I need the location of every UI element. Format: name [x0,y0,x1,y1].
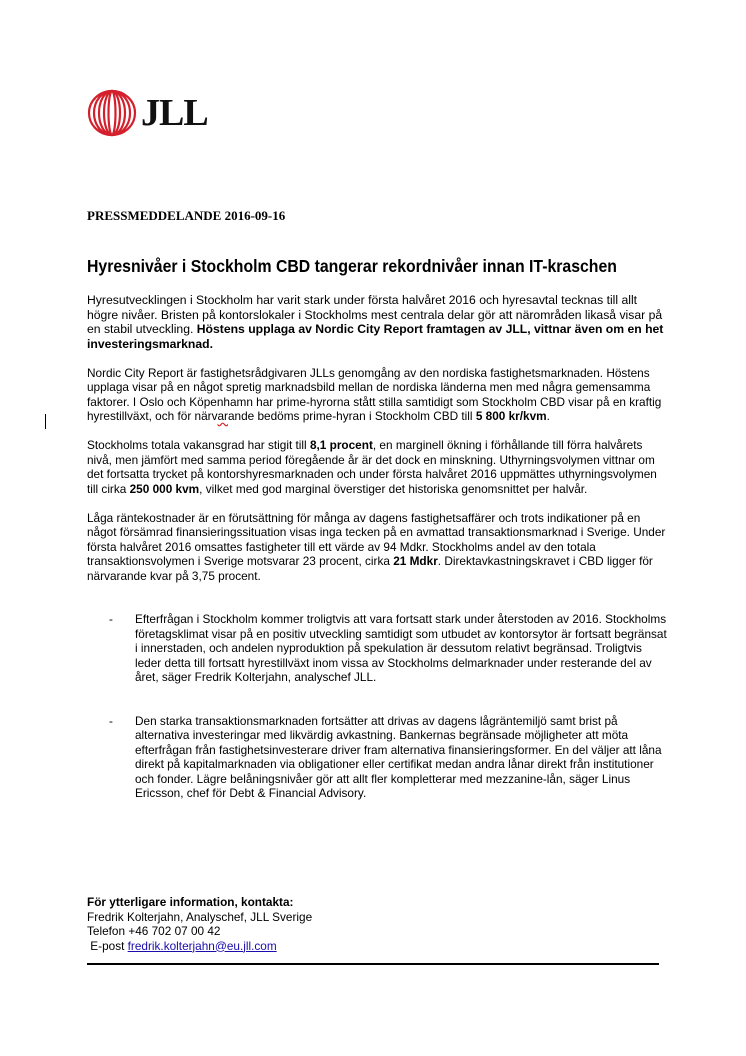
logo-text: JLL [141,92,208,134]
headline: Hyresnivåer i Stockholm CBD tangerar rekordnivåer innan IT-kraschen [87,256,617,276]
paragraph-2: Stockholms totala vakansgrad har stigit till 8,1 procent, en marginell ökning i förhållande till förra halvårets nivå, men jämfört med samma period föregående år är det dock en minskning. Uthyrningsvolymen vittnar om det fortsatta trycket på kontorshyresmarknaden och under första halvåret 2016 uppmättes uthyrningsvolymen till cirka 250 000 kvm, vilket med god marginal överstiger det historiska genomsnittet per halvår. [87,438,657,496]
footer-divider [87,963,659,965]
email-link[interactable]: fredrik.kolterjahn@eu.jll.com [127,938,277,953]
article-body [87,293,669,830]
contact-name: Fredrik Kolterjahn, Analyschef, JLL Sverige [87,909,313,924]
spelling-error: ar [217,409,228,423]
lead-paragraph: Hyresutvecklingen i Stockholm har varit stark under första halvåret 2016 och hyresavtal tecknas till allt högre nivåer. Bristen på kontorslokaler i Stockholms mest centrala delar gör att närområden likaså visar på en stabil utveckling. Höstens upplaga av Nordic City Report framtagen av JLL, vittnar även om en het investeringsmarknad. [87,293,664,351]
jll-logo [87,89,208,137]
text-cursor [45,414,46,429]
quote-list [87,612,669,801]
jll-logo-mark-icon [87,89,137,137]
contact-phone: Telefon +46 702 07 00 42 [87,924,221,938]
press-release-label: PRESSMEDDELANDE 2016-09-16 [87,208,286,223]
list-item: - Efterfrågan i Stockholm kommer troligtvis att vara fortsatt stark under återstoden av 2016. Stockholms företagsklimat visar på en positiv utveckling samtidigt som utbudet av kontorsytor är fortsatt begränsat i innerstaden, och andelen nyproduktion på spekulation är dessutom relativt begränsad. Troligtvis leder detta till fortsatt hyrestillväxt inom vissa av Stockholms delmarknader under resterande del av året, säger Fredrik Kolterjahn, analyschef JLL. [109,612,667,684]
list-item: - Den starka transaktionsmarknaden fortsätter att drivas av dagens lågräntemiljö samt brist på alternativa investeringar med likvärdig avkastning. Bankernas begränsade möjligheter att möta efterfrågan från fastighetsinvesterare driver fram alternativa finansieringsformer. En del väljer att låna direkt på kapitalmarknaden via obligationer eller certifikat medan andra lånar direkt från institutioner och fonder. Lägre belåningsnivåer gör att allt fler kompletterar med mezzanine-lån, säger Linus Ericsson, chef för Debt & Financial Advisory. [109,713,662,800]
paragraph-1: Nordic City Report är fastighetsrådgivaren JLLs genomgång av den nordiska fastighetsmarknaden. Höstens upplaga visar på en något spretig marknadsbild mellan de nordiska länderna men med några gemensamma faktorer. I Oslo och Köpenhamn har prime-hyrorna stått stilla samtidigt som Stockholm CBD visar på en kraftig hyrestillväxt, och för närvarande bedöms prime-hyran i Stockholm CBD till 5 800 kr/kvm. [87,365,662,423]
contact-heading: För ytterligare information, kontakta: [87,895,294,909]
contact-block [87,895,312,953]
contact-email-row: E-post fredrik.kolterjahn@eu.jll.com [87,938,277,953]
paragraph-3: Låga räntekostnader är en förutsättning för många av dagens fastighetsaffärer och trots indikationer på en något försämrad finansieringssituation visas inga tecken på en avmattad transaktionsmarknad i Sverige. Under första halvåret 2016 omsattes fastigheter till ett värde av 94 Mdkr. Stockholms andel av den totala transaktionsvolymen i Sverige motsvarar 23 procent, cirka 21 Mdkr. Direktavkastningskravet i CBD ligger för närvarande kvar på 3,75 procent. [87,510,666,583]
